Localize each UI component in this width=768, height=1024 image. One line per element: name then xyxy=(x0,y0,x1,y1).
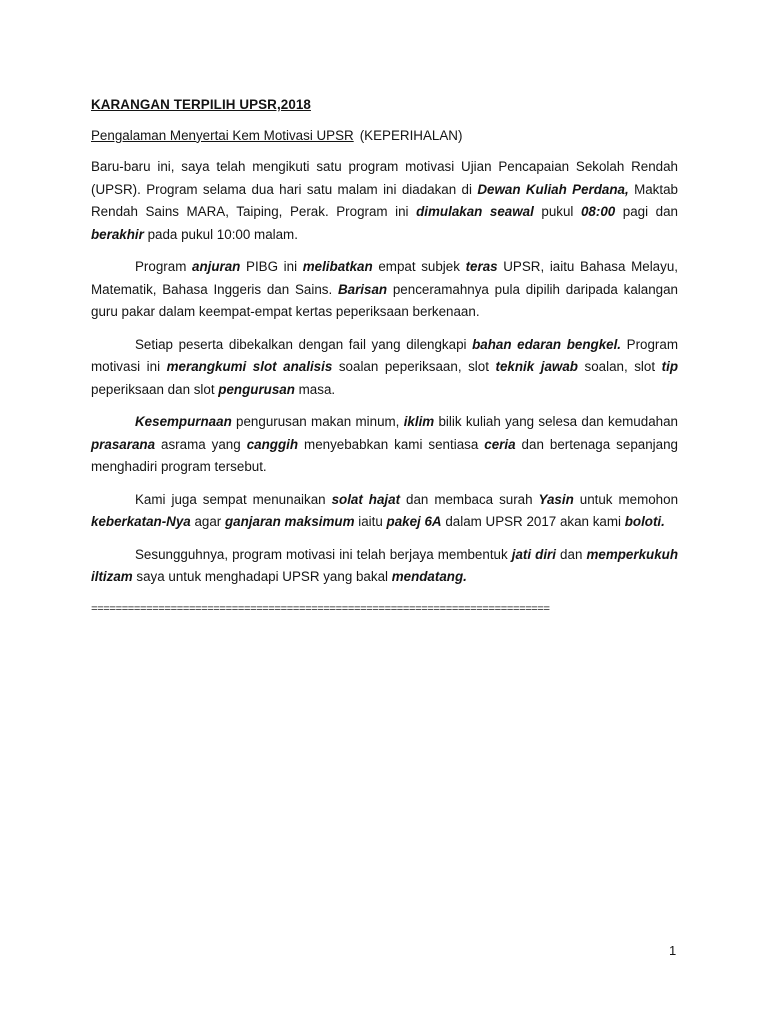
emphasis-phrase: Yasin xyxy=(538,491,574,507)
emphasis-phrase: keberkatan-Nya xyxy=(91,514,191,529)
emphasis-phrase: teknik jawab xyxy=(495,359,578,374)
emphasis-phrase: mendatang. xyxy=(391,569,467,584)
emphasis-phrase: ceria xyxy=(484,436,516,452)
emphasis-phrase: Barisan xyxy=(337,281,388,297)
paragraph-text: Kami juga sempat menunaikan xyxy=(135,491,332,507)
emphasis-phrase: teras xyxy=(465,259,498,274)
paragraph-text: dan membaca surah xyxy=(400,491,539,507)
paragraph-text: masa. xyxy=(294,381,336,397)
paragraph xyxy=(91,256,678,324)
paragraph xyxy=(91,156,678,246)
emphasis-phrase: pengurusan xyxy=(218,381,295,397)
emphasis-phrase: solat hajat xyxy=(331,491,401,507)
emphasis-phrase: tip xyxy=(661,359,678,374)
emphasis-phrase: merangkumi slot analisis xyxy=(166,359,333,374)
paragraph-text: empat subjek xyxy=(372,259,466,274)
paragraph xyxy=(91,411,678,479)
paragraph-text: soalan, slot xyxy=(577,359,662,374)
emphasis-phrase: anjuran xyxy=(192,259,241,274)
emphasis-phrase: ganjaran maksimum xyxy=(225,514,355,529)
paragraph-text: Sesungguhnya, program motivasi ini telah berjaya membentuk xyxy=(135,546,512,562)
paragraph-text: pada pukul 10:00 malam. xyxy=(143,226,298,242)
emphasis-phrase: melibatkan xyxy=(302,259,373,274)
emphasis-phrase: canggih xyxy=(246,436,299,452)
paragraph-text: dan xyxy=(556,546,587,562)
emphasis-phrase: jati diri xyxy=(511,546,556,562)
paragraph-text: dalam UPSR 2017 akan kami xyxy=(441,514,625,529)
paragraph-text: PIBG ini xyxy=(240,259,303,274)
document-subtitle xyxy=(91,125,678,148)
paragraph xyxy=(91,544,678,589)
emphasis-phrase: berakhir xyxy=(91,226,144,242)
emphasis-phrase: prasarana xyxy=(91,436,156,452)
paragraph-text: dan bertenaga sepanjang menghadiri program tersebut. xyxy=(91,436,678,474)
emphasis-phrase: dimulakan seawal xyxy=(416,204,534,219)
paragraph-text: menyebabkan kami sentiasa xyxy=(298,436,485,452)
paragraph-list xyxy=(91,156,678,589)
paragraph-text: saya untuk menghadapi UPSR yang bakal xyxy=(132,569,392,584)
paragraph-text: Program motivasi ini xyxy=(91,336,678,374)
document-body xyxy=(91,94,678,621)
paragraph-text: penceramahnya pula dipilih daripada kalangan guru pakar dalam keempat-empat kertas peperiksaan berkenaan. xyxy=(91,281,678,319)
paragraph-text: peperiksaan dan slot xyxy=(91,381,219,397)
paragraph-text: agar xyxy=(190,514,225,529)
paragraph-text: bilik kuliah yang selesa dan kemudahan xyxy=(434,414,678,429)
emphasis-phrase: Kesempurnaan xyxy=(135,414,232,429)
divider-line: =========================================================================== xyxy=(91,603,550,616)
subtitle-text: Pengalaman Menyertai Kem Motivasi UPSR xyxy=(91,127,354,143)
paragraph xyxy=(91,489,678,534)
emphasis-phrase: 08:00 xyxy=(580,204,616,219)
paragraph-text: untuk memohon xyxy=(573,491,679,507)
paragraph-text: pagi dan xyxy=(615,204,679,219)
paragraph-text: UPSR, iaitu Bahasa Melayu, Matematik, Bahasa Inggeris dan Sains. xyxy=(91,259,678,297)
document-title: KARANGAN TERPILIH UPSR,2018 xyxy=(91,97,311,112)
subtitle-tag: (KEPERIHALAN) xyxy=(359,127,463,143)
paragraph-text: iaitu xyxy=(354,514,387,529)
page-number: 1 xyxy=(669,943,677,958)
emphasis-phrase: bahan edaran bengkel. xyxy=(472,336,622,352)
emphasis-phrase: memperkukuh iltizam xyxy=(91,546,678,584)
paragraph-text: soalan peperiksaan, slot xyxy=(332,359,496,374)
paragraph-text: Program xyxy=(135,259,192,274)
paragraph-text: Setiap peserta dibekalkan dengan fail yang dilengkapi xyxy=(135,336,473,352)
emphasis-phrase: iklim xyxy=(403,414,435,429)
paragraph xyxy=(91,334,678,402)
emphasis-phrase: boloti. xyxy=(624,514,665,529)
paragraph-text: asrama yang xyxy=(155,436,247,452)
paragraph-text: pukul xyxy=(533,204,581,219)
emphasis-phrase: Dewan Kuliah Perdana, xyxy=(477,181,629,197)
paragraph-text: Baru-baru ini, saya telah mengikuti satu program motivasi Ujian Pencapaian Sekolah Rendah (UPSR). Program selama dua hari satu malam ini diadakan di xyxy=(91,159,678,197)
paragraph-text: pengurusan makan minum, xyxy=(231,414,404,429)
emphasis-phrase: pakej 6A xyxy=(386,514,442,529)
paragraph-text: Maktab Rendah Sains MARA, Taiping, Perak. Program ini xyxy=(91,181,678,219)
